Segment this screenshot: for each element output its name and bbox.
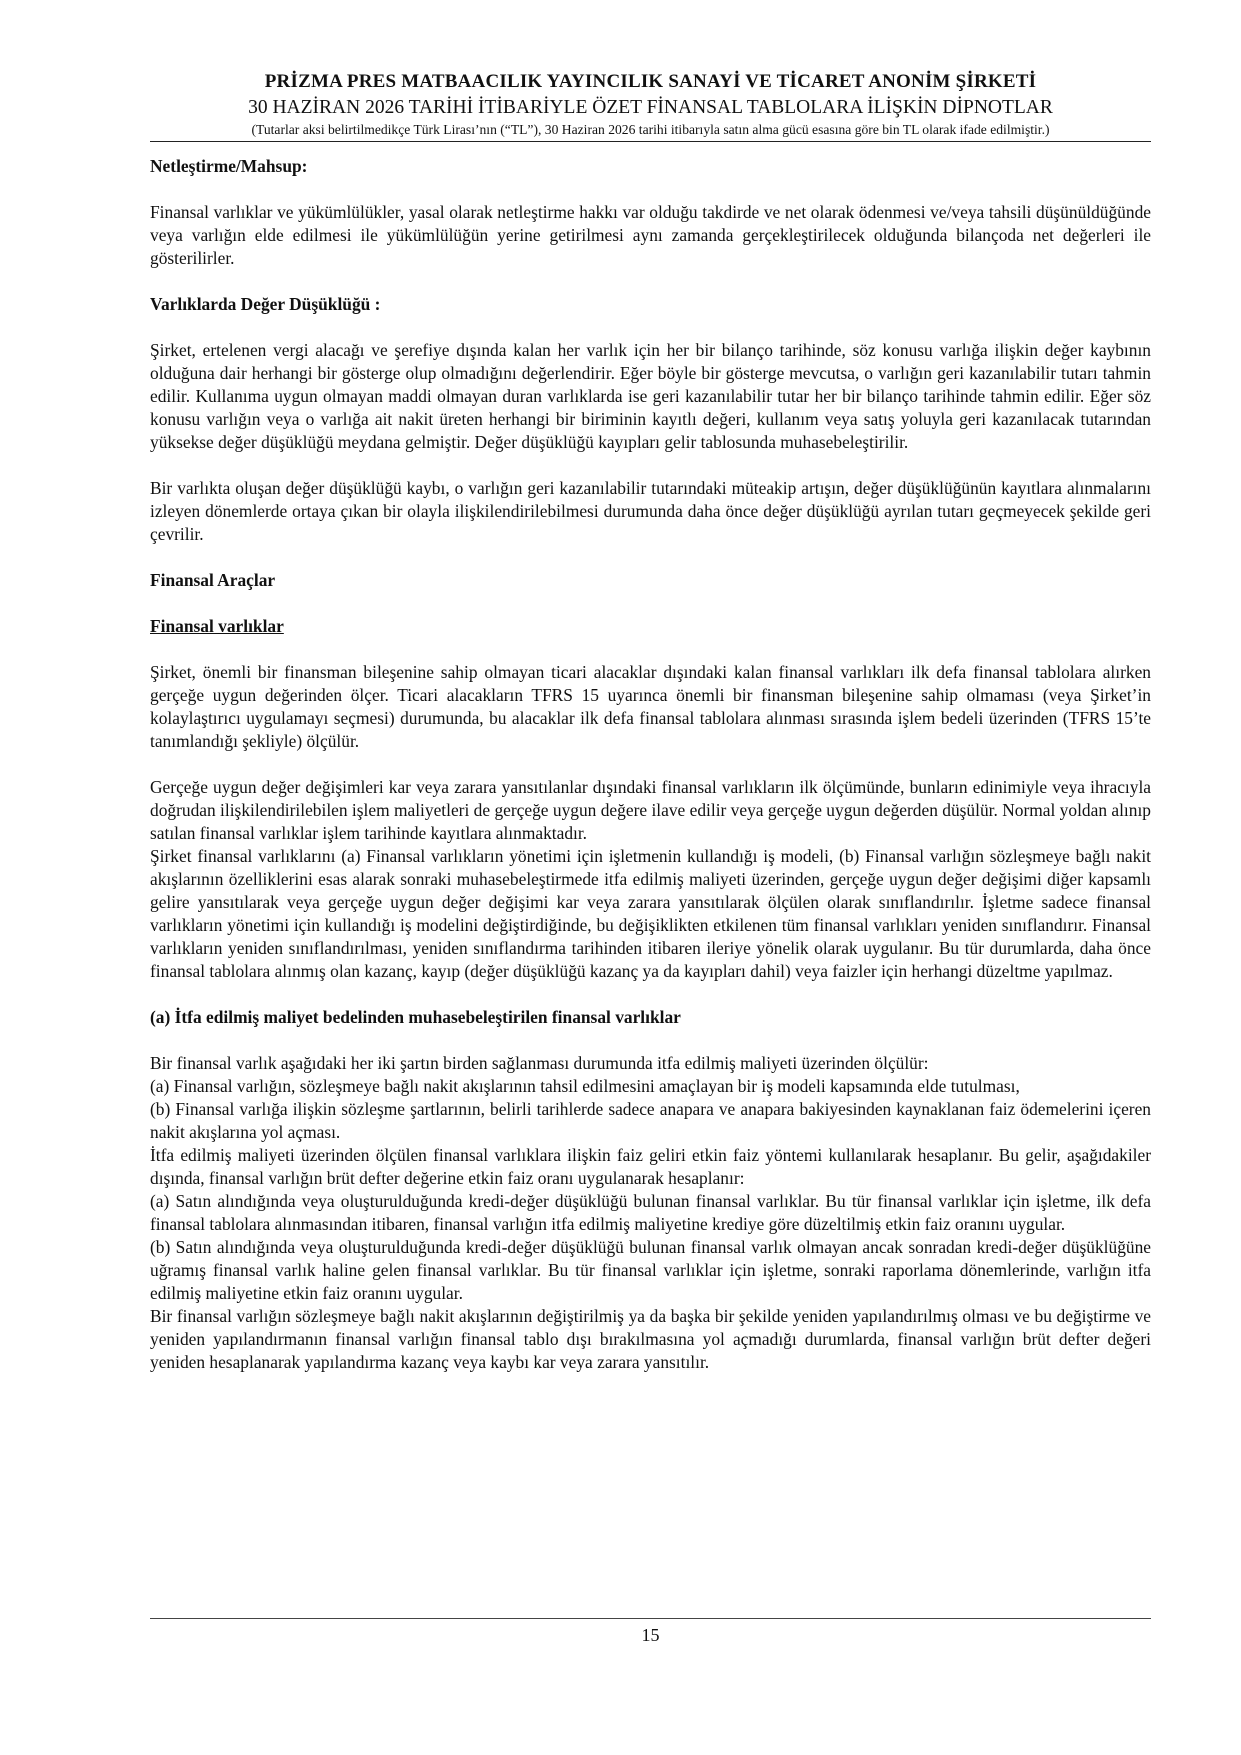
financial-assets-heading: Finansal varlıklar	[150, 616, 284, 636]
financial-assets-paragraph-3: Şirket finansal varlıklarını (a) Finansal varlıkların yönetimi için işletmenin kullandığı iş modeli, (b) Finansal varlığın sözleşmeye bağlı nakit akışlarının özelliklerini esas alarak sonraki muhasebeleştirmede itfa edilmiş maliyeti üzerinden, gerçeğe uygun değer değişimi diğer kapsamlı gelire yansıtılarak veya gerçeğe uygun değer değişimi kar veya zarara yansıtılarak ölçülen olarak sınıflandırılır. İşletme sadece finansal varlıkların yönetimi için kullandığı iş modelini değiştirdiğinde, bu değişiklikten etkilenen tüm finansal varlıkları yeniden sınıflandırır. Finansal varlıkların yeniden sınıflandırılması, yeniden sınıflandırma tarihinden itibaren ileriye yönelik olarak uygulanır. Bu tür durumlarda, daha önce finansal tablolara alınmış olan kazanç, kayıp (değer düşüklüğü kazanç ya da kayıpları dahil) veya faizler için herhangi düzeltme yapılmaz.	[150, 846, 1151, 981]
header-divider	[150, 141, 1151, 142]
impairment-paragraph-2: Bir varlıkta oluşan değer düşüklüğü kaybı, o varlığın geri kazanılabilir tutarındaki müteakip artışın, değer düşüklüğünün kayıtlara alınmalarını izleyen dönemlerde ortaya çıkan bir olayla ilişkilendirilebilmesi durumunda daha önce değer düşüklüğü ayrılan tutarı geçmeyecek şekilde geri çevrilir.	[150, 478, 1151, 544]
impairment-heading: Varlıklarda Değer Düşüklüğü :	[150, 294, 381, 314]
amortised-cost-paragraph-1: Bir finansal varlık aşağıdaki her iki şartın birden sağlanması durumunda itfa edilmiş maliyeti üzerinden ölçülür:	[150, 1053, 929, 1073]
netting-paragraph: Finansal varlıklar ve yükümlülükler, yasal olarak netleştirme hakkı var olduğu takdirde ve net olarak ödenmesi ve/veya tahsili düşünüldüğünde veya varlığın elde edilmesi ile yükümlülüğün yerine getirilmesi aynı zamanda gerçekleştirilecek olduğunda bilançoda net değerleri ile gösterilirler.	[150, 202, 1151, 268]
financial-assets-paragraph-1: Şirket, önemli bir finansman bileşenine sahip olmayan ticari alacaklar dışındaki kalan finansal varlıkları ilk defa finansal tablolara alırken gerçeğe uygun değerinden ölçer. Ticari alacakların TFRS 15 uyarınca önemli bir finansman bileşenine sahip olmaması (veya Şirket’in kolaylaştırıcı uygulamayı seçmesi) durumunda, bu alacaklar ilk defa finansal tablolara alınması sırasında işlem bedeli üzerinden (TFRS 15’te tanımlandığı şekliyle) ölçülür.	[150, 662, 1151, 751]
footer-divider	[150, 1618, 1151, 1619]
impairment-paragraph-1: Şirket, ertelenen vergi alacağı ve şerefiye dışında kalan her varlık için her bir bilanço tarihinde, söz konusu varlığa ilişkin değer kaybının olduğuna dair herhangi bir gösterge olup olmadığını değerlendirir. Eğer böyle bir gösterge mevcutsa, o varlığın geri kazanılabilir tutarı tahmin edilir. Kullanıma uygun olmayan maddi olmayan duran varlıklarda ise geri kazanılabilir tutar her bir bilanço tarihinde tahmin edilir. Eğer söz konusu varlığın veya o varlığa ait nakit üreten herhangi bir biriminin kayıtlı değeri, kullanım veya satış yoluyla geri kazanılacak tutarından yüksekse değer düşüklüğü meydana gelmiştir. Değer düşüklüğü kayıpları gelir tablosunda muhasebeleştirilir.	[150, 340, 1151, 452]
document-page	[150, 70, 1151, 1374]
currency-note: (Tutarlar aksi belirtilmedikçe Türk Lirası’nın (“TL”), 30 Haziran 2026 tarihi itibarıyla satın alma gücü esasına göre bin TL olarak ifade edilmiştir.)	[251, 122, 1050, 137]
amortised-cost-paragraph-7: Bir finansal varlığın sözleşmeye bağlı nakit akışlarının değiştirilmiş ya da başka bir şekilde yeniden yapılandırılmış olması ve bu değiştirme ve yeniden yapılandırmanın finansal varlığın finansal tablo dışı bırakılmasına yol açmadığı durumlarda, finansal varlığın brüt defter değeri yeniden hesaplanarak yapılandırma kazanç veya kaybı kar veya zarara yansıtılır.	[150, 1306, 1151, 1372]
amortised-cost-paragraph-2: (a) Finansal varlığın, sözleşmeye bağlı nakit akışlarının tahsil edilmesini amaçlayan bir iş modeli kapsamında elde tutulması,	[150, 1076, 1020, 1096]
report-subtitle: 30 HAZİRAN 2026 TARİHİ İTİBARİYLE ÖZET FİNANSAL TABLOLARA İLİŞKİN DİPNOTLAR	[248, 97, 1053, 118]
amortised-cost-paragraph-4: İtfa edilmiş maliyeti üzerinden ölçülen finansal varlıklara ilişkin faiz geliri etkin faiz yöntemi kullanılarak hesaplanır. Bu gelir, aşağıdakiler dışında, finansal varlığın brüt defter değerine etkin faiz oranı uygulanarak hesaplanır:	[150, 1145, 1151, 1188]
financial-instruments-heading: Finansal Araçlar	[150, 570, 276, 590]
netting-heading: Netleştirme/Mahsup:	[150, 156, 308, 176]
amortised-cost-paragraph-3: (b) Finansal varlığa ilişkin sözleşme şartlarının, belirli tarihlerde sadece anapara ve anapara bakiyesinden kaynaklanan faiz ödemelerini içeren nakit akışlarına yol açması.	[150, 1099, 1151, 1142]
company-name: PRİZMA PRES MATBAACILIK YAYINCILIK SANAYİ VE TİCARET ANONİM ŞİRKETİ	[264, 71, 1037, 92]
amortised-cost-heading: (a) İtfa edilmiş maliyet bedelinden muhasebeleştirilen finansal varlıklar	[150, 1007, 681, 1027]
financial-assets-paragraph-2: Gerçeğe uygun değer değişimleri kar veya zarara yansıtılanlar dışındaki finansal varlıkların ilk ölçümünde, bunların edinimiyle veya ihracıyla doğrudan ilişkilendirilebilen işlem maliyetleri de gerçeğe uygun değere ilave edilir veya gerçeğe uygun değerden düşülür. Normal yoldan alınıp satılan finansal varlıklar işlem tarihinde kayıtlara alınmaktadır.	[150, 777, 1151, 843]
amortised-cost-paragraph-6: (b) Satın alındığında veya oluşturulduğunda kredi-değer düşüklüğü bulunan finansal varlık olmayan ancak sonradan kredi-değer düşüklüğüne uğramış finansal varlık haline gelen finansal varlıklar. Bu tür finansal varlıklar için işletme, sonraki raporlama dönemlerinde, varlığın itfa edilmiş maliyetine etkin faiz oranını uygular.	[150, 1237, 1151, 1303]
page-number: 15	[641, 1625, 660, 1645]
document-body	[150, 155, 1151, 1374]
amortised-cost-paragraph-5: (a) Satın alındığında veya oluşturulduğunda kredi-değer düşüklüğü bulunan finansal varlıklar. Bu tür finansal varlıklar için işletme, ilk defa finansal tablolara alınmasından itibaren, finansal varlığın itfa edilmiş maliyetine krediye göre düzeltilmiş etkin faiz oranını uygular.	[150, 1191, 1151, 1234]
